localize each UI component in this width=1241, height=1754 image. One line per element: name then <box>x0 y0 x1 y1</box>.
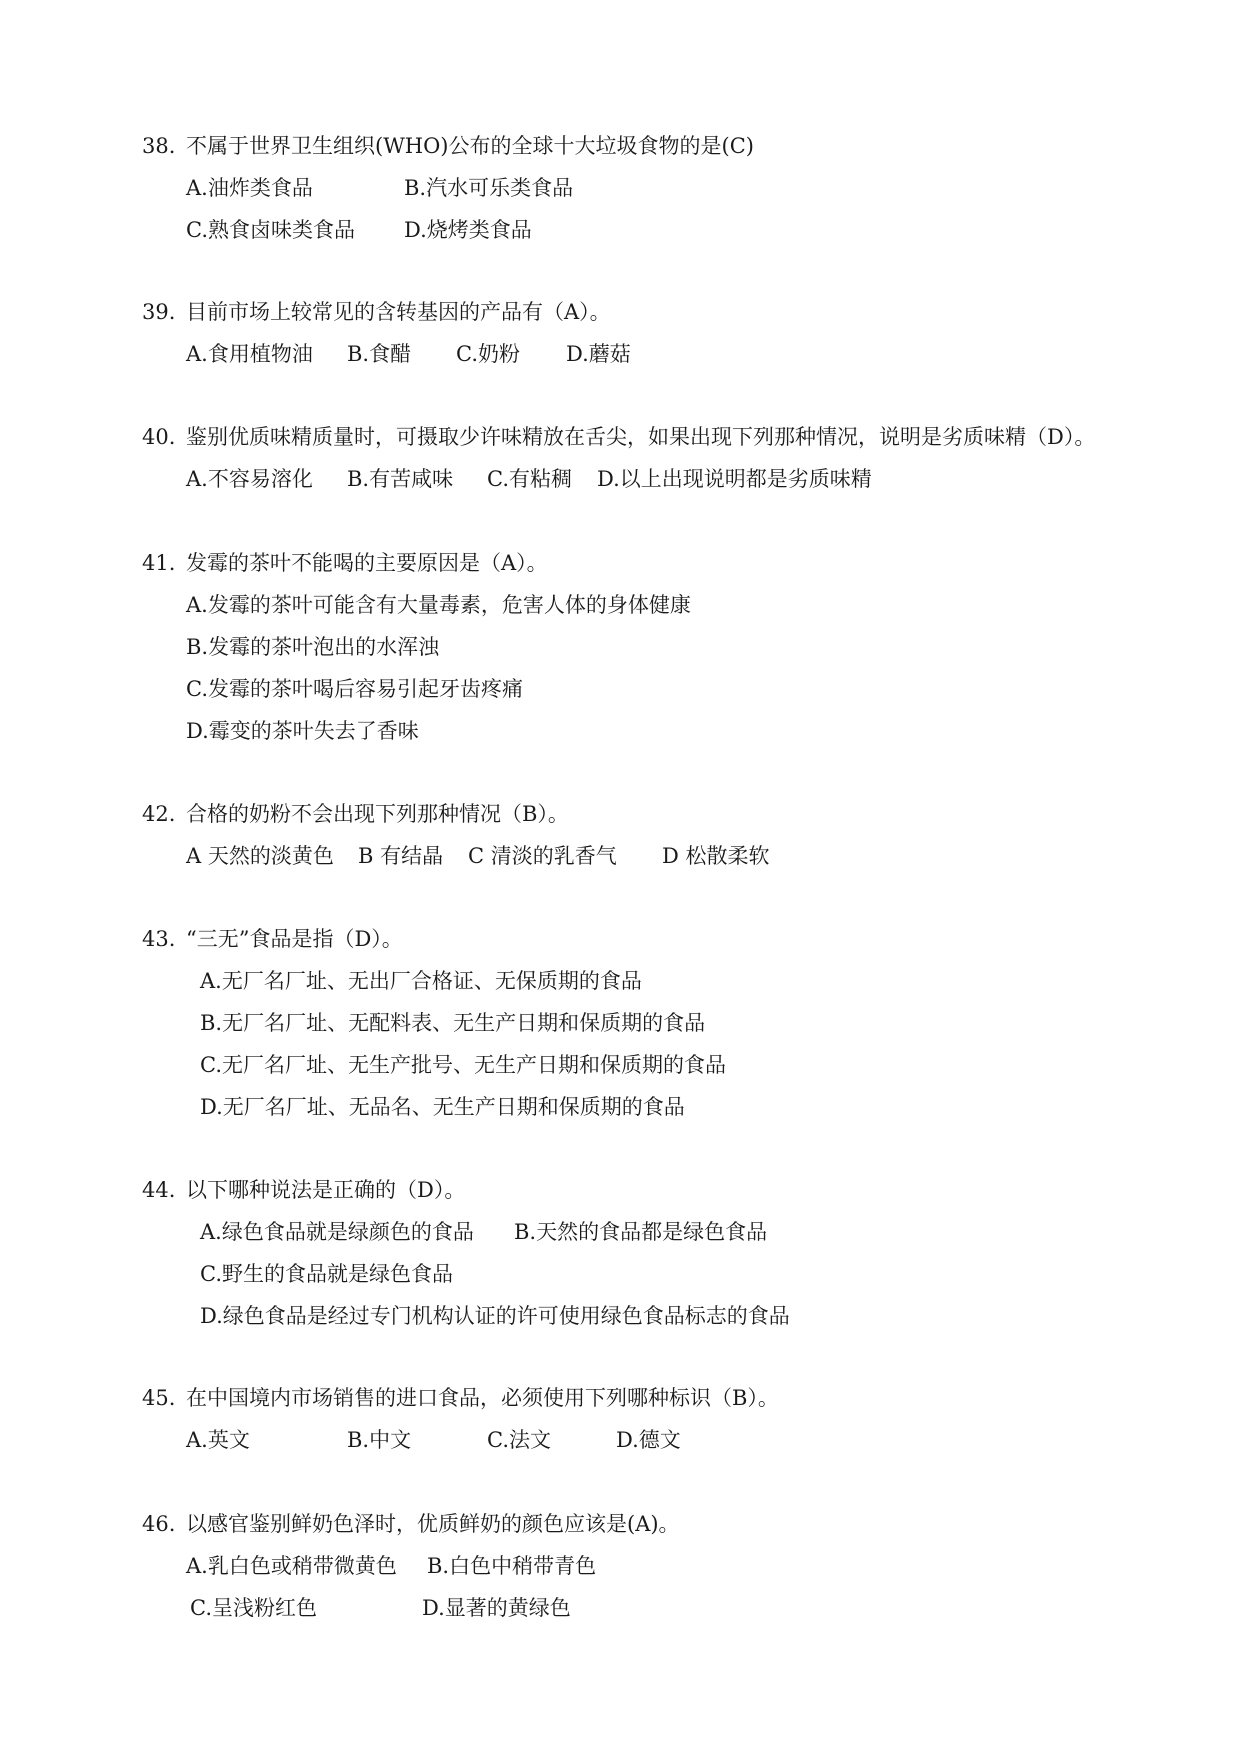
question-text: 不属于世界卫生组织(WHO)公布的全球十大垃圾食物的是(C) <box>186 134 754 158</box>
option-d: D 松散柔软 <box>662 844 770 868</box>
option-d: D.蘑菇 <box>566 342 631 366</box>
option-row <box>142 1587 1202 1629</box>
option-b: B.汽水可乐类食品 <box>404 176 574 200</box>
question-number: 42. <box>142 802 176 826</box>
question-stem <box>142 793 1202 835</box>
option-row <box>142 1044 1202 1086</box>
option-row <box>142 333 1202 375</box>
option-d: D.德文 <box>616 1428 681 1452</box>
question-stem <box>142 1377 1202 1419</box>
option-d: D.显著的黄绿色 <box>422 1596 571 1620</box>
question-45 <box>142 1377 1202 1461</box>
option-a: A.食用植物油 <box>186 342 313 366</box>
option-a: A.无厂名厂址、无出厂合格证、无保质期的食品 <box>200 969 642 993</box>
option-row <box>142 668 1202 710</box>
question-text: 目前市场上较常见的含转基因的产品有（A）。 <box>186 300 611 324</box>
question-number: 46. <box>142 1512 176 1536</box>
question-text: 以下哪种说法是正确的（D）。 <box>186 1178 466 1202</box>
option-row <box>142 1253 1202 1295</box>
question-stem <box>142 125 1202 167</box>
question-43 <box>142 918 1202 1128</box>
option-c: C 清淡的乳香气 <box>468 844 617 868</box>
option-row <box>142 1211 1202 1253</box>
option-c: C.熟食卤味类食品 <box>186 218 355 242</box>
option-d: D.无厂名厂址、无品名、无生产日期和保质期的食品 <box>200 1095 685 1119</box>
question-stem <box>142 1503 1202 1545</box>
option-row <box>142 209 1202 251</box>
question-46 <box>142 1503 1202 1629</box>
question-text: 发霉的茶叶不能喝的主要原因是（A）。 <box>186 551 548 575</box>
option-row <box>142 1295 1202 1337</box>
question-number: 39. <box>142 300 176 324</box>
option-d: D.霉变的茶叶失去了香味 <box>186 719 419 743</box>
option-b: B.中文 <box>347 1428 412 1452</box>
question-stem <box>142 291 1202 333</box>
option-c: C.呈浅粉红色 <box>190 1596 317 1620</box>
option-a: A 天然的淡黄色 <box>186 844 334 868</box>
question-38 <box>142 125 1202 251</box>
option-a: A.油炸类食品 <box>186 176 313 200</box>
option-a: A.不容易溶化 <box>186 467 313 491</box>
question-stem <box>142 542 1202 584</box>
option-d: D.以上出现说明都是劣质味精 <box>597 467 872 491</box>
question-text: 鉴别优质味精质量时，可摄取少许味精放在舌尖，如果出现下列那种情况，说明是劣质味精（D）。 <box>186 425 1096 449</box>
option-b: B.白色中稍带青色 <box>427 1554 597 1578</box>
option-row <box>142 584 1202 626</box>
option-b: B.有苦咸味 <box>347 467 454 491</box>
option-a: A.发霉的茶叶可能含有大量毒素，危害人体的身体健康 <box>186 593 691 617</box>
option-row <box>142 1086 1202 1128</box>
question-text: 在中国境内市场销售的进口食品，必须使用下列哪种标识（B）。 <box>186 1386 779 1410</box>
option-row <box>142 960 1202 1002</box>
question-number: 40. <box>142 425 176 449</box>
option-row <box>142 710 1202 752</box>
option-b: B.发霉的茶叶泡出的水浑浊 <box>186 635 440 659</box>
option-a: A.绿色食品就是绿颜色的食品 <box>200 1220 474 1244</box>
question-40 <box>142 416 1202 500</box>
option-a: A.英文 <box>186 1428 250 1452</box>
question-number: 45. <box>142 1386 176 1410</box>
option-a: A.乳白色或稍带微黄色 <box>186 1554 397 1578</box>
option-b: B.无厂名厂址、无配料表、无生产日期和保质期的食品 <box>200 1011 706 1035</box>
option-row <box>142 458 1202 500</box>
option-row <box>142 835 1202 877</box>
option-b: B.食醋 <box>347 342 412 366</box>
option-row <box>142 1545 1202 1587</box>
option-c: C.发霉的茶叶喝后容易引起牙齿疼痛 <box>186 677 523 701</box>
question-stem <box>142 416 1202 458</box>
question-39 <box>142 291 1202 375</box>
option-d: D.绿色食品是经过专门机构认证的许可使用绿色食品标志的食品 <box>200 1304 790 1328</box>
option-d: D.烧烤类食品 <box>404 218 532 242</box>
option-c: C.无厂名厂址、无生产批号、无生产日期和保质期的食品 <box>200 1053 726 1077</box>
option-c: C.野生的食品就是绿色食品 <box>200 1262 453 1286</box>
option-row <box>142 626 1202 668</box>
question-stem <box>142 1169 1202 1211</box>
option-c: C.奶粉 <box>456 342 520 366</box>
option-b: B.天然的食品都是绿色食品 <box>514 1220 768 1244</box>
question-number: 41. <box>142 551 176 575</box>
option-row <box>142 167 1202 209</box>
question-number: 44. <box>142 1178 176 1202</box>
question-stem <box>142 918 1202 960</box>
option-row <box>142 1002 1202 1044</box>
question-42 <box>142 793 1202 877</box>
question-41 <box>142 542 1202 752</box>
option-c: C.法文 <box>487 1428 551 1452</box>
question-text: “三无”食品是指（D）。 <box>186 927 403 951</box>
question-44 <box>142 1169 1202 1337</box>
question-text: 以感官鉴别鲜奶色泽时，优质鲜奶的颜色应该是(A)。 <box>186 1512 680 1536</box>
question-number: 38. <box>142 134 176 158</box>
option-c: C.有粘稠 <box>487 467 572 491</box>
option-b: B 有结晶 <box>358 844 444 868</box>
question-text: 合格的奶粉不会出现下列那种情况（B）。 <box>186 802 569 826</box>
option-row <box>142 1419 1202 1461</box>
question-number: 43. <box>142 927 176 951</box>
